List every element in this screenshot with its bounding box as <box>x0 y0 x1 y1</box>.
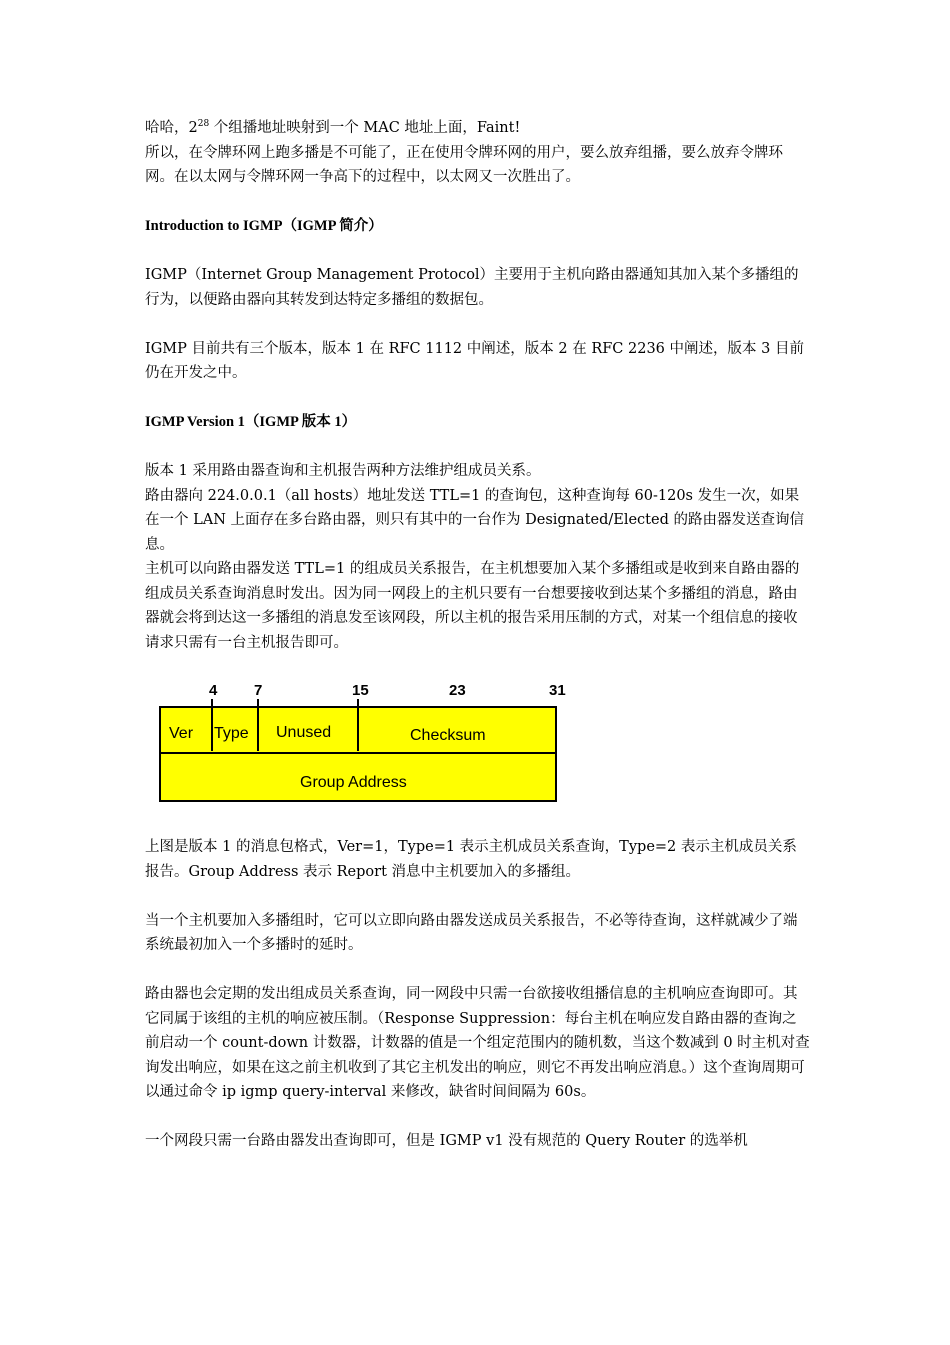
paragraph-1: 哈哈，$2^{28}$ 个组播地址映射到一个 MAC 地址上面，Faint! <box>145 119 521 136</box>
paragraph-6: 路由器向 224.0.0.1（all hosts）地址发送 TTL=1 的查询包，这种查询每 60-120s 发生一次，如果在一个 LAN 上面存在多台路由器，则只有其中的一台作为 Designated/Elected 的路由器发送查询信息。 <box>145 487 804 553</box>
paragraph-5: 版本 1 采用路由器查询和主机报告两种方法维护组成员关系。 <box>145 463 541 479</box>
paragraph-10: 路由器也会定期的发出组成员关系查询，同一网段中只需一台欲接收组播信息的主机响应查询即可。其它同属于该组的主机的响应被压制。（Response Suppression：每台主机在响应发自路由器的查询之前启动一个 count-down 计数器，计数器的值是一个组定范围内的随机数，当这个数减到 0 时主机对查询发出响应，如果在这之前主机收到了其它主机发出的响应，则它不再发出响应消息。）这个查询周期可以通过命令 ip igmp query-interval 来修改，缺省时间间隔为 60s。 <box>145 986 810 1100</box>
bit-number-4: 4 <box>209 682 218 699</box>
field-unused: Unused <box>276 724 332 741</box>
document-body <box>145 116 810 1154</box>
paragraph-11: 一个网段只需一台路由器发出查询即可，但是 IGMP v1 没有规范的 Query Router 的选举机 <box>145 1133 748 1149</box>
field-divider <box>357 699 359 751</box>
field-divider <box>211 699 213 751</box>
igmp-packet-figure <box>159 679 569 809</box>
heading-introduction: Introduction to IGMP（IGMP 简介） <box>145 218 383 234</box>
paragraph-2: 所以，在令牌环网上跑多播是不可能了，正在使用令牌环网的用户，要么放弃组播，要么放弃令牌环网。在以太网与令牌环网一争高下的过程中，以太网又一次胜出了。 <box>145 144 783 185</box>
paragraph-3: IGMP（Internet Group Management Protocol）主要用于主机向路由器通知其加入某个多播组的行为，以便路由器向其转发到达特定多播组的数据包。 <box>145 267 799 308</box>
bit-number-15: 15 <box>352 682 369 699</box>
paragraph-8: 上图是版本 1 的消息包格式，Ver=1，Type=1 表示主机成员关系查询，Type=2 表示主机成员关系报告。Group Address 表示 Report 消息中主机要加入的多播组。 <box>145 839 797 880</box>
heading-version-1: IGMP Version 1（IGMP 版本 1） <box>145 414 357 430</box>
paragraph-4: IGMP 目前共有三个版本，版本 1 在 RFC 1112 中阐述，版本 2 在 RFC 2236 中阐述，版本 3 目前仍在开发之中。 <box>145 340 804 381</box>
bit-number-31: 31 <box>549 682 566 699</box>
field-ver: Ver <box>169 725 194 742</box>
field-divider <box>257 699 259 751</box>
bit-number-7: 7 <box>254 682 263 699</box>
field-group-address: Group Address <box>300 774 407 791</box>
paragraph-7: 主机可以向路由器发送 TTL=1 的组成员关系报告，在主机想要加入某个多播组或是收到来自路由器的组成员关系查询消息时发出。因为同一网段上的主机只要有一台想要接收到达某个多播组的消息，路由器就会将到达这一多播组的消息发至该网段，所以主机的报告采用压制的方式，对某一个组信息的接收请求只需有一台主机报告即可。 <box>145 561 800 651</box>
field-type: Type <box>214 725 249 742</box>
field-checksum: Checksum <box>410 727 486 744</box>
exponent: 28 <box>197 119 210 130</box>
bit-number-23: 23 <box>449 682 466 699</box>
paragraph-9: 当一个主机要加入多播组时，它可以立即向路由器发送成员关系报告，不必等待查询，这样就减少了端系统最初加入一个多播时的延时。 <box>145 912 798 953</box>
